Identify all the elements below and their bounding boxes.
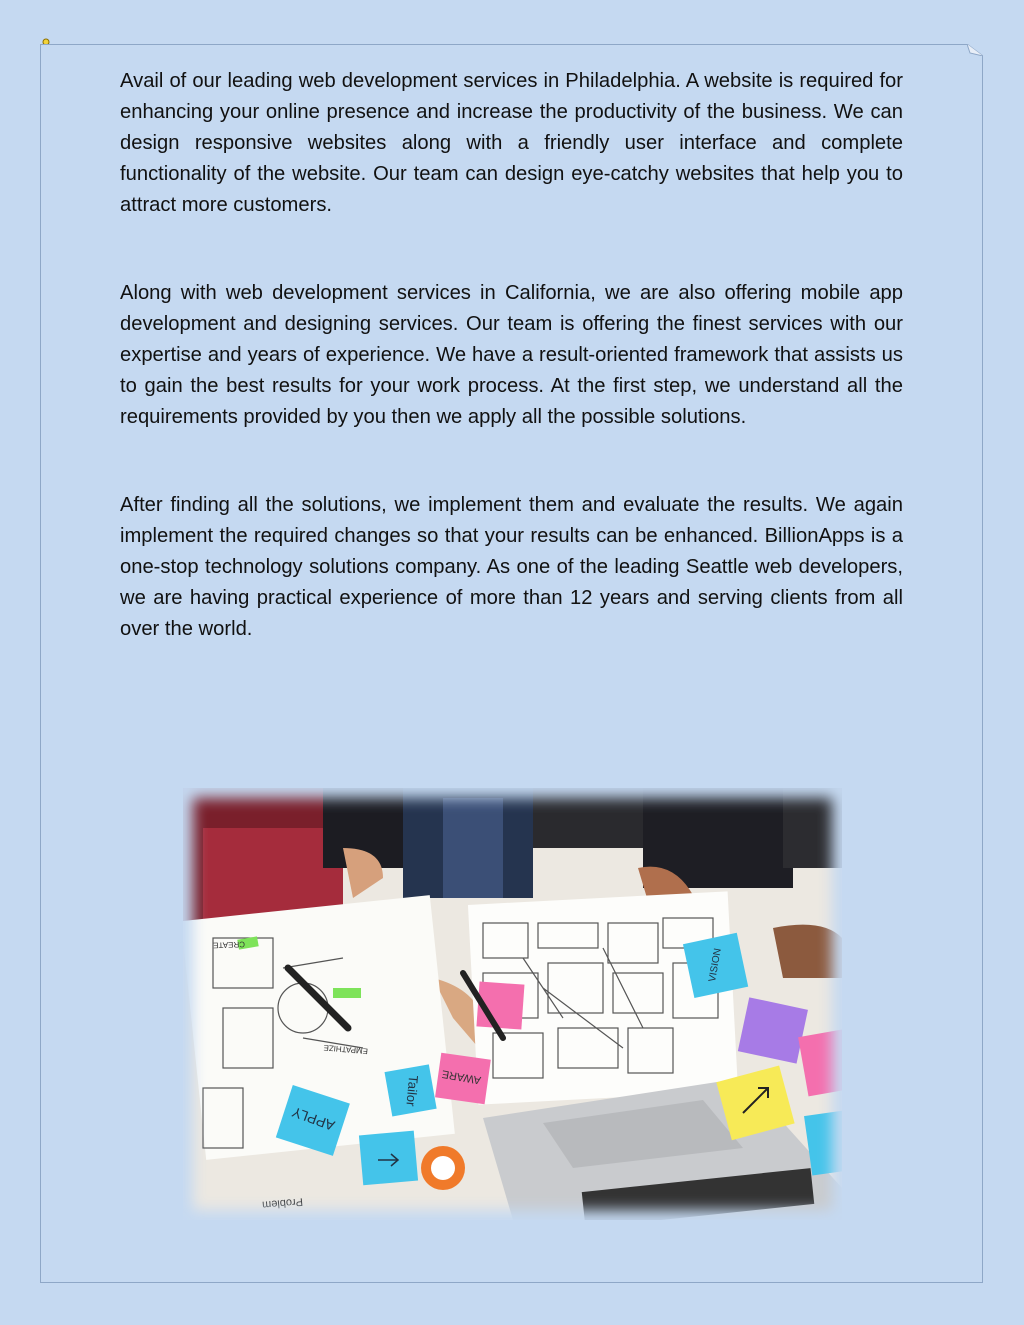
sticky-note-problem: Problem (261, 1195, 304, 1211)
sticky-note-aware: AWARE (440, 1067, 482, 1087)
document-body (120, 66, 903, 645)
sticky-note-empathize: EMPATHIZE (323, 1042, 369, 1056)
sticky-note-create: CREATE (212, 939, 246, 950)
paragraph-california: Along with web development services in California, we are also offering mobile app development and designing services. Our team is offering the finest services with our expertise and years of experience. We have a result-oriented framework that assists us to gain the best results for your work process. At the first step, we understand all the requirements provided by you then we apply all the possible solutions. (120, 282, 903, 428)
sticky-note-apply: APPLY (289, 1103, 337, 1135)
sticky-note-tailor: Tailor (403, 1074, 422, 1108)
paragraph-seattle: After finding all the solutions, we implement them and evaluate the results. We again implement the required changes so that your results can be enhanced. BillionApps is a one-stop technology solutions company. As one of the leading Seattle web developers, we are having practical experience of more than 12 years and serving clients from all over the world. (120, 494, 903, 640)
sticky-note-vision: VISION (707, 947, 724, 983)
paragraph-philadelphia: Avail of our leading web development services in Philadelphia. A website is required for enhancing your online presence and increase the productivity of the business. We can design responsive websites along with a friendly user interface and complete functionality of the website. Our team can design eye-catchy websites that help you to attract more customers. (120, 70, 903, 216)
page-fold-icon (967, 44, 983, 56)
team-planning-photo (183, 788, 842, 1220)
